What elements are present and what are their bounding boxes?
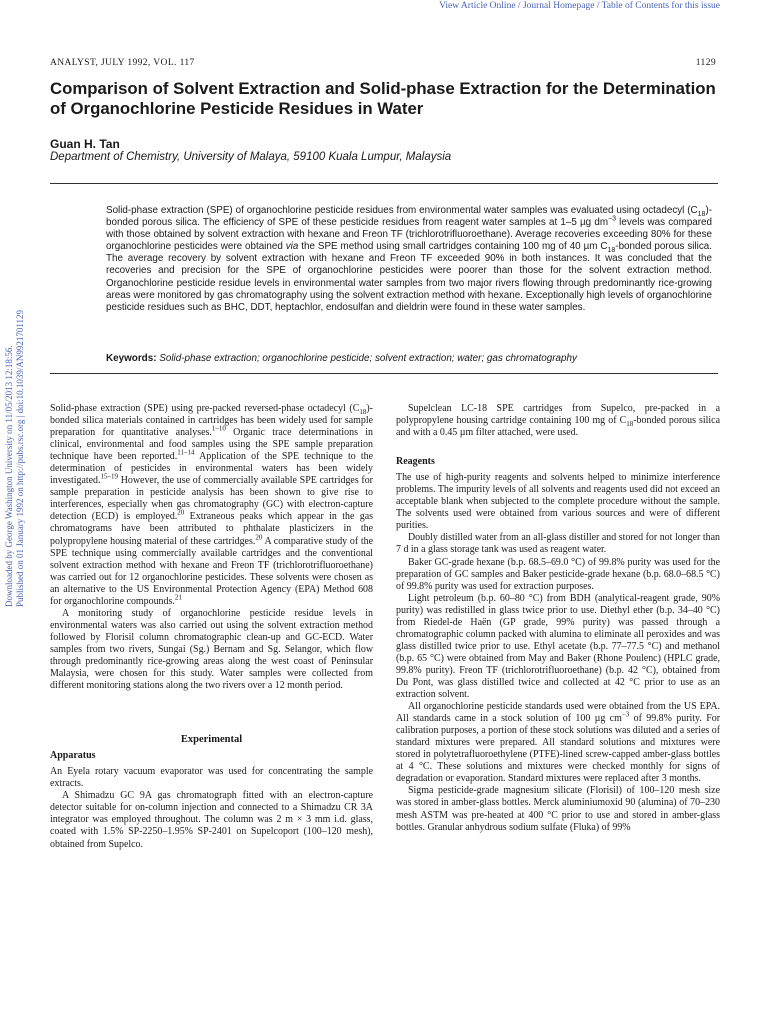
florisil-paragraph: Sigma pesticide-grade magnesium silicate (Florisil) of 100–120 mesh size was stored in amber-glass bottles. Merck aluminiumoxid 90 (alumina) of 70–230 mesh ASTM was pre-heated at 400 °C prior to use and stored in amber-glass bottles. Granular anhydrous sodium sulfate (Fluka) of 99% [396, 785, 720, 833]
monitoring-paragraph: A monitoring study of organochlorine pesticide residue levels in environmental waters was also carried out using the solvent extraction method followed by Florisil column chromatographic clean-up and GC-ECD. Water samples from two rivers, Sungai (Sg.) Bernam and Sg. Selangor, which flow through predominantly rice-growing areas along the west coast of Peninsular Malaysia, were chosen for this study. Water samples were collected from different monitoring stations along the two rivers over a 12 month period. [50, 607, 373, 692]
right-column [396, 403, 720, 834]
apparatus-paragraph-1: An Eyela rotary vacuum evaporator was used for concentrating the sample extracts. [50, 766, 373, 790]
cartridge-paragraph: Supelclean LC-18 SPE cartridges from Supelco, pre-packed in a polypropylene housing cartridge containing 100 mg of $C_{18}$-bonded porous silica and with a 0.45 µm filter attached, were used. [396, 403, 720, 439]
link-separator: / [515, 1, 523, 11]
subsection-heading-apparatus: Apparatus [50, 750, 96, 762]
apparatus-paragraph-2: A Shimadzu GC 9A gas chromatograph fitted with an electron-capture detector suitable for on-column injection and connected to a Shimadzu CR 3A integrator was employed throughout. The column was 2 m × 3 mm i.d. glass, coated with 1.5% SP-2250–1.95% SP-2401 on Supelcoport (100–120 mesh), obtained from Supelco. [50, 790, 373, 850]
reagents-paragraph-2: Doubly distilled water from an all-glass distiller and stored for not longer than 7 d in a glass storage tank was used as reagent water. [396, 532, 720, 556]
author-affiliation: Department of Chemistry, University of Malaya, 59100 Kuala Lumpur, Malaysia [50, 151, 452, 163]
publication-doi-note: Published on 01 January 1992 on http://pubs.rsc.org | doi:10.1039/AN9921701129 [15, 309, 25, 607]
reagents-paragraph-3: Baker GC-grade hexane (b.p. 68.5–69.0 °C) of 99.8% purity was used for the preparation of GC samples and Baker pesticide-grade hexane (b.p. 68.0–68.5 °C) of 99.8% purity was used for extraction purposes. [396, 556, 720, 592]
page-number: 1129 [695, 58, 716, 68]
download-note: Downloaded by George Washington University on 11/05/2013 12:18:56. [4, 345, 14, 607]
keywords [106, 353, 716, 364]
section-heading-experimental: Experimental [180, 734, 243, 746]
abstract [106, 205, 712, 314]
intro-paragraph: Solid-phase extraction (SPE) using pre-packed reversed-phase octadecyl $(C_{18})$-bonded silica materials contained in cartridges has been widely used for sample preparation for quantitative analyses.$^{1-10}$ Organic trace determinations in clinical, environmental and food samples using the SPE sample preparation technique have been reported.$^{11-14}$ Application of the SPE technique to the determination of pesticides in environmental waters has been widely investigated.$^{15-19}$ However, the use of commercially available SPE cartridges for sample preparation in pesticide analysis has been shown to give rise to interferences, especially when gas chromatography (GC) with electron-capture detection (ECD) is employed.$^{20}$ Extraneous peaks which appear in the gas chromatograms have been attributed to phthalate plasticizers in the polypropylene housing material of these cartridges.$^{20}$ A comparative study of the SPE technique using commercially available cartridges and the conventional solvent extraction method with hexane and Freon TF (trichlorotrifluoroethane) was carried out for 12 organochlorine pesticides. These solvents were chosen as an alternative to the US Environmental Protection Agency (EPA) Method 608 for organochlorine compounds.$^{21}$ [50, 403, 374, 607]
table-of-contents-link[interactable]: Table of Contents for this issue [601, 1, 720, 11]
running-header [50, 58, 716, 70]
subsection-heading-reagents: Reagents [396, 456, 435, 468]
top-divider [50, 183, 718, 184]
abstract-divider [50, 373, 718, 374]
view-article-online-link[interactable]: View Article Online [439, 1, 516, 11]
abstract-text: Solid-phase extraction (SPE) of organochlorine pesticide residues from environmental water samples was evaluated using octadecyl $(C_{18})$-bonded porous silica. The efficiency of SPE of these pesticide residues from reagent water samples at 1–5 µg $dm^{-3}$ levels was compared with those obtained by solvent extraction with hexane and Freon TF (trichlorotrifluoroethane). Average recoveries exceeding 80% for these organochlorine pesticides were obtained via the SPE method using small cartridges containing 100 mg of 40 µm $C_{18}$-bonded porous silica. The average recovery by solvent extraction with hexane and Freon TF exceeded 90% in both instances. It was concluded that the recoveries and precision for the SPE of organochlorine pesticides were poorer than those for the solvent extraction method. Organochlorine pesticide residue levels in environmental water samples from two major rivers flowing through predominantly rice-growing areas were monitored by gas chromatography using the solvent extraction method with hexane. Exceptionally high levels of organochlorine pesticide residues such as BHC, DDT, heptachlor, endosulfan and dieldrin were found in these water samples. [106, 205, 712, 313]
link-separator: / [594, 1, 602, 11]
journal-citation: ANALYST, JULY 1992, VOL. 117 [50, 58, 195, 68]
download-info-sidebar [0, 262, 24, 607]
left-column [50, 403, 373, 851]
top-links [439, 1, 720, 11]
reagents-paragraph-4: Light petroleum (b.p. 60–80 °C) from BDH (analytical-reagent grade, 90% purity) was redistilled in glass twice prior to use. Diethyl ether (b.p. 34–40 °C) from Riedel-de Haën (GP grade, 99% purity) was passed through a chromatographic column packed with alumina to eliminate all peroxides and was glass distilled twice prior to use. Ethyl acetate (b.p. 77–77.5 °C) and methanol (b.p. 65 °C) were obtained from May and Baker (Rhone Poulenc) (HPLC grade, 99.8% purity). Freon TF (trichlorotrifluoroethane) (b.p. 42 °C), obtained from Du Pont, was glass distilled twice and collected at 42 °C prior to use as an extraction solvent. [396, 592, 720, 701]
journal-homepage-link[interactable]: Journal Homepage [522, 1, 595, 11]
keywords-label: Keywords: [106, 353, 157, 364]
keywords-values: Solid-phase extraction; organochlorine pesticide; solvent extraction; water; gas chromatography [159, 353, 577, 364]
standards-paragraph: All organochlorine pesticide standards used were obtained from the US EPA. All standards came in a stock solution of 100 µg $cm^{-3}$ of 99.8% purity. For calibration purposes, a portion of these stock solutions was diluted and a series of standard mixtures were prepared. All standard solutions and mixtures were stored in polytetrafluoroethylene (PTFE)-lined screw-capped amber-glass bottles at 4 °C. These solutions and mixtures were checked monthly for signs of degradation or evaporation. Standard mixtures were replaced after 3 months. [396, 701, 721, 785]
reagents-paragraph-1: The use of high-purity reagents and solvents helped to minimize interference problems. The impurity levels of all solvents and reagents used did not exceed an acceptable blank when subjected to the complete procedure without the sample. The solvents used were obtained from various sources and were of different purities. [396, 472, 720, 532]
article-title: Comparison of Solvent Extraction and Solid-phase Extraction for the Determination of Organochlorine Pesticide Residues in Water [50, 79, 716, 118]
author-name: Guan H. Tan [50, 137, 120, 151]
